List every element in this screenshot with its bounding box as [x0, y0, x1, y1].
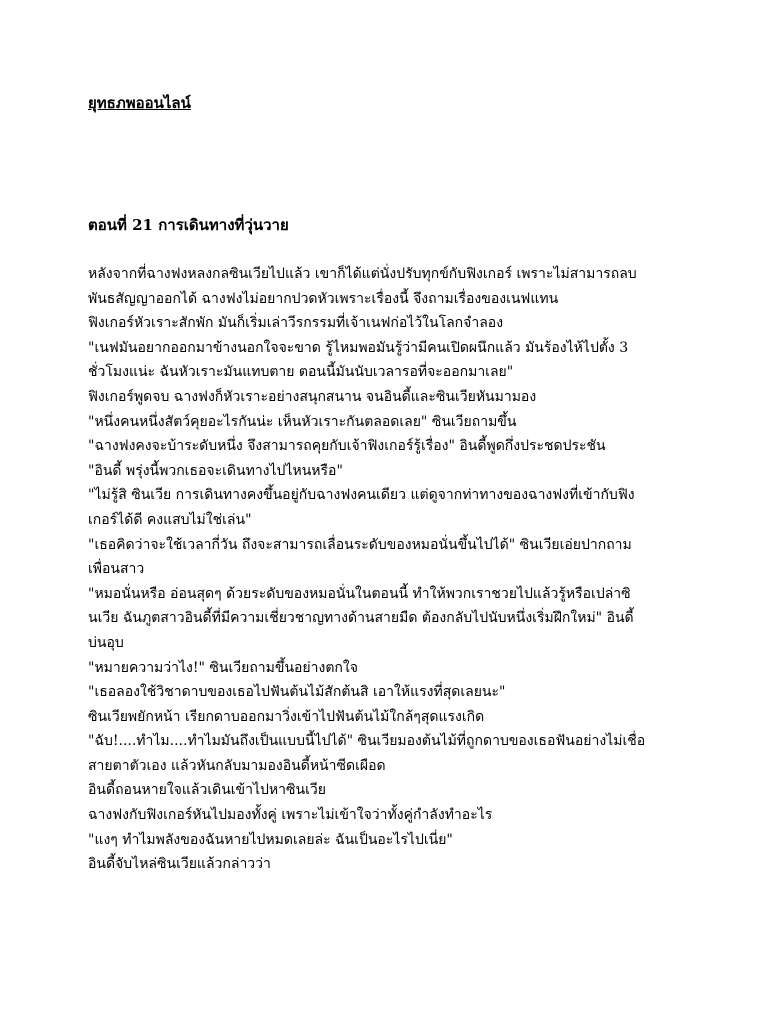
text-line: พันธสัญญาออกได้ ฉางฟงไม่อยากปวดหัวเพราะเรื่องนี้ จึงถามเรื่องของเนฟแทน [88, 290, 559, 307]
text-line: "ไม่รู้สิ ซินเวีย การเดินทางคงขึ้นอยู่กับฉางฟงคนเดียว แต่ดูจากท่าทางของฉางฟงที่เข้ากับฟิง [88, 487, 635, 504]
text-line: "เธอลองใช้วิชาดาบของเธอไปฟันต้นไม้สักต้นสิ เอาให้แรงที่สุดเลยนะ" [88, 684, 506, 701]
text-line: "แงๆ ทำไมพลังของฉันหายไปหมดเลยล่ะ ฉันเป็นอะไรไปเนี่ย" [88, 831, 453, 848]
text-line: "หมอนั่นหรือ อ่อนสุดๆ ด้วยระดับของหมอนั่นในตอนนี้ ทำให้พวกเราชวยไปแล้วรู้หรือเปล่าซิ [88, 585, 631, 602]
chapter-heading: ตอนที่ 21 การเดินทางที่วุ่นวาย [88, 216, 289, 234]
text-line: ซินเวียพยักหน้า เรียกดาบออกมาวิ่งเข้าไปฟันต้นไม้ใกล้ๆสุดแรงเกิด [88, 708, 485, 725]
text-line: หลังจากที่ฉางฟงหลงกลซินเวียไปแล้ว เขาก็ได้แต่นั่งปรับทุกข์กับฟิงเกอร์ เพราะไม่สามารถลบ [88, 266, 637, 282]
text-line: สายตาตัวเอง แล้วหันกลับมามองอินดี้หน้าซีดเผือด [88, 757, 386, 774]
text-line: เพื่อนสาว [88, 561, 145, 578]
text-line: "หมายความว่าไง!" ซินเวียถามขึ้นอย่างตกใจ [88, 659, 358, 676]
text-line: ฟิงเกอร์พูดจบ ฉางฟงก็หัวเราะอย่างสนุกสนาน จนอินดี้และซินเวียหันมามอง [88, 388, 537, 405]
text-line: ฉางฟงกับฟิงเกอร์หันไปมองทั้งคู่ เพราะไม่เข้าใจว่าทั้งคู่กำลังทำอะไร [88, 807, 493, 824]
text-line: อินดี้จับไหล่ซินเวียแล้วกล่าวว่า [88, 856, 271, 873]
text-line: เกอร์ได้ดี คงแสบไม่ใช่เล่น" [88, 511, 252, 528]
text-line: "เธอคิดว่าจะใช้เวลากี่วัน ถึงจะสามารถเลื่อนระดับของหมอนั่นขึ้นไปได้" ซินเวียเอ่ยปากถาม [88, 536, 632, 553]
text-line: "ฉับ!....ทำไม....ทำไมมันถึงเป็นแบบนี้ไปได้" ซินเวียมองต้นไม้ที่ถูกดาบของเธอฟันอย่างไม่เชื่อ [88, 733, 646, 750]
text-line: "เนฟมันอยากออกมาข้างนอกใจจะขาด รู้ไหมพอมันรู้ว่ามีคนเปิดผนึกแล้ว มันร้องไห้ไปตั้ง 3 [88, 339, 629, 356]
chapter-body [88, 262, 688, 877]
text-line: "หนึ่งคนหนึ่งสัตว์คุยอะไรกันน่ะ เห็นหัวเราะกันตลอดเลย" ซินเวียถามขึ้น [88, 413, 517, 430]
text-line: ฟิงเกอร์หัวเราะสักพัก มันก็เริ่มเล่าวีรกรรมที่เจ้าเนฟก่อไว้ในโลกจำลอง [88, 315, 504, 332]
text-line: ชั่วโมงแน่ะ ฉันหัวเราะมันแทบตาย ตอนนี้มันนับเวลารอที่จะออกมาเลย" [88, 364, 514, 381]
text-line: อินดี้ถอนหายใจแล้วเดินเข้าไปหาซินเวีย [88, 782, 326, 799]
text-line: บ่นอุบ [88, 634, 124, 651]
text-line: นเวีย ฉันภูตสาวอินดี้ที่มีความเชี่ยวชาญทางด้านสายมืด ต้องกลับไปนับหนึ่งเริ่มฝึกใหม่" อินดี้ [88, 610, 634, 627]
document-title: ยุทธภพออนไลน์ [88, 94, 191, 112]
text-line: "อินดี้ พรุ่งนี้พวกเธอจะเดินทางไปไหนหรือ" [88, 462, 343, 479]
text-line: "ฉางฟงคงจะบ้าระดับหนึ่ง จึงสามารถคุยกับเจ้าฟิงเกอร์รู้เรื่อง" อินดี้พูดกึ่งประชดประชัน [88, 438, 606, 455]
